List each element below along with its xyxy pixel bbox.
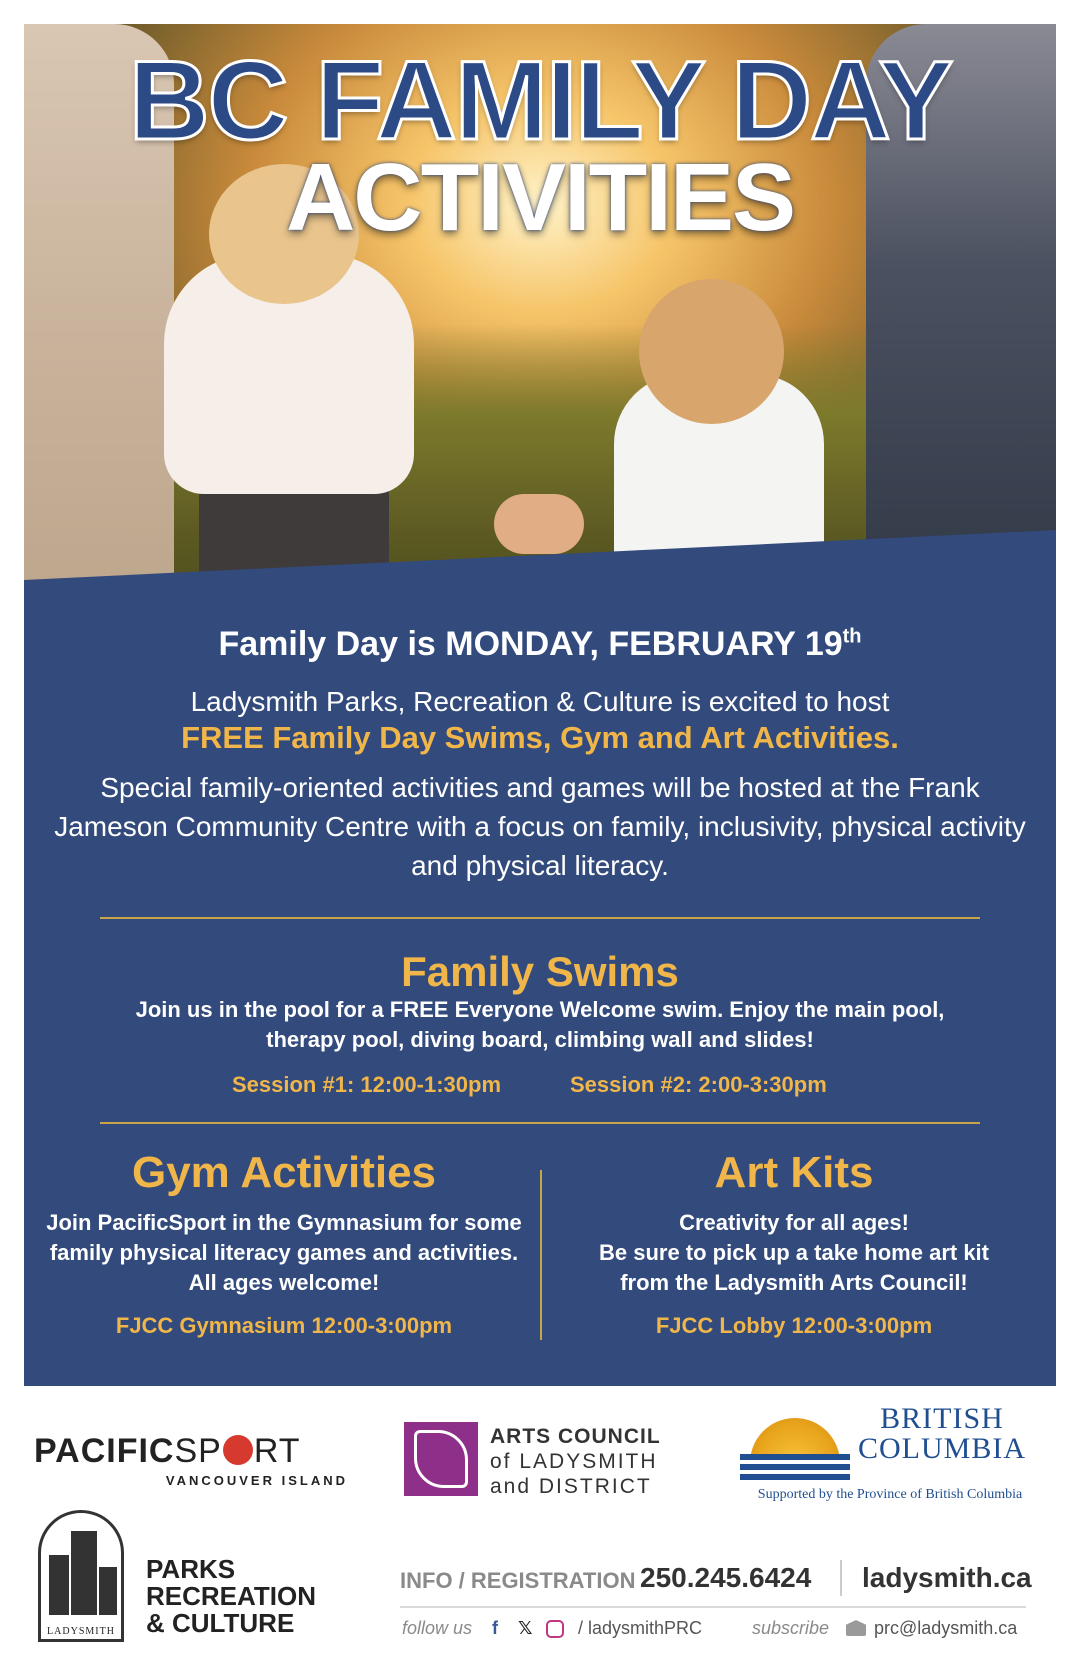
pacificsport-logo — [34, 1432, 354, 1488]
follow-us-label: follow us — [402, 1618, 473, 1638]
host-line: Ladysmith Parks, Recreation & Culture is excited to host — [190, 686, 890, 717]
contact-divider — [840, 1560, 842, 1596]
logo-text: SP — [174, 1432, 222, 1470]
session-2-time: Session #2: 2:00-3:30pm — [570, 1072, 827, 1097]
info-registration-label: INFO / REGISTRATION — [400, 1568, 636, 1593]
title-line1: BC FAMILY DAY — [128, 38, 952, 163]
logo-text: RT — [253, 1432, 301, 1470]
logo-dot-icon — [223, 1435, 253, 1465]
gym-activities-heading: Gym Activities — [131, 1148, 437, 1197]
facebook-icon[interactable]: f — [492, 1618, 498, 1638]
parks-recreation-culture-logo: PARKS RECREATION & CULTURE — [146, 1554, 316, 1638]
column-divider — [540, 1170, 542, 1340]
phone-number[interactable]: 250.245.6424 — [640, 1562, 812, 1593]
family-swims-heading: Family Swims — [401, 948, 679, 995]
mail-icon — [846, 1620, 866, 1636]
gym-desc-line: Join PacificSport in the Gymnasium for some — [46, 1210, 522, 1235]
x-icon[interactable]: 𝕏 — [518, 1618, 533, 1638]
arts-council-logo-icon — [404, 1422, 478, 1496]
contact-rule — [400, 1606, 1026, 1608]
swim-desc-line: Join us in the pool for a FREE Everyone Welcome swim. Enjoy the main pool, — [135, 997, 945, 1022]
province-support-text: Supported by the Province of British Columbia — [757, 1487, 1023, 1502]
website-link[interactable]: ladysmith.ca — [862, 1562, 1032, 1593]
title-line2: ACTIVITIES — [285, 144, 795, 251]
ladysmith-crest-icon — [38, 1510, 124, 1642]
gym-activities-description — [34, 1208, 534, 1298]
event-description: Special family-oriented activities and games will be hosted at the Frank Jameson Community Centre with a focus on family, inclusivity, physical activity and physical literacy. — [54, 772, 1026, 881]
gym-desc-line: All ages welcome! — [188, 1270, 380, 1295]
art-desc-line: from the Ladysmith Arts Council! — [620, 1270, 968, 1295]
bc-sun-logo-icon — [740, 1398, 850, 1482]
holding-hands — [494, 494, 584, 554]
logo-text: PACIFIC — [34, 1432, 175, 1470]
social-handle: / ladysmithPRC — [578, 1618, 703, 1638]
arts-council-name: ARTS COUNCIL of LADYSMITH and DISTRICT — [490, 1425, 661, 1498]
email-link[interactable]: prc@ladysmith.ca — [874, 1618, 1018, 1638]
art-desc-line: Creativity for all ages! — [679, 1210, 909, 1235]
art-kits-heading: Art Kits — [714, 1148, 874, 1197]
family-day-date: Family Day is MONDAY, FEBRUARY 19th — [218, 625, 862, 663]
session-1-time: Session #1: 12:00-1:30pm — [232, 1072, 502, 1097]
subscribe-label: subscribe — [752, 1618, 830, 1638]
divider — [100, 917, 980, 919]
family-swims-description — [24, 995, 1056, 1055]
gym-desc-line: family physical literacy games and activities. — [49, 1240, 519, 1265]
free-activities-line: FREE Family Day Swims, Gym and Art Activities. — [181, 720, 899, 755]
british-columbia-name: BRITISH COLUMBIA — [858, 1402, 1027, 1465]
art-kits-description — [544, 1208, 1044, 1298]
gym-time: FJCC Gymnasium 12:00-3:00pm — [115, 1313, 453, 1338]
crest-label: LADYSMITH — [47, 1626, 115, 1637]
art-desc-line: Be sure to pick up a take home art kit — [598, 1240, 989, 1265]
swim-desc-line: therapy pool, diving board, climbing wall and slides! — [266, 1027, 814, 1052]
instagram-icon[interactable] — [546, 1620, 564, 1638]
divider — [100, 1122, 980, 1124]
art-time: FJCC Lobby 12:00-3:00pm — [655, 1313, 933, 1338]
boy-head — [639, 279, 784, 424]
logo-subtitle: VANCOUVER ISLAND — [165, 1473, 348, 1488]
